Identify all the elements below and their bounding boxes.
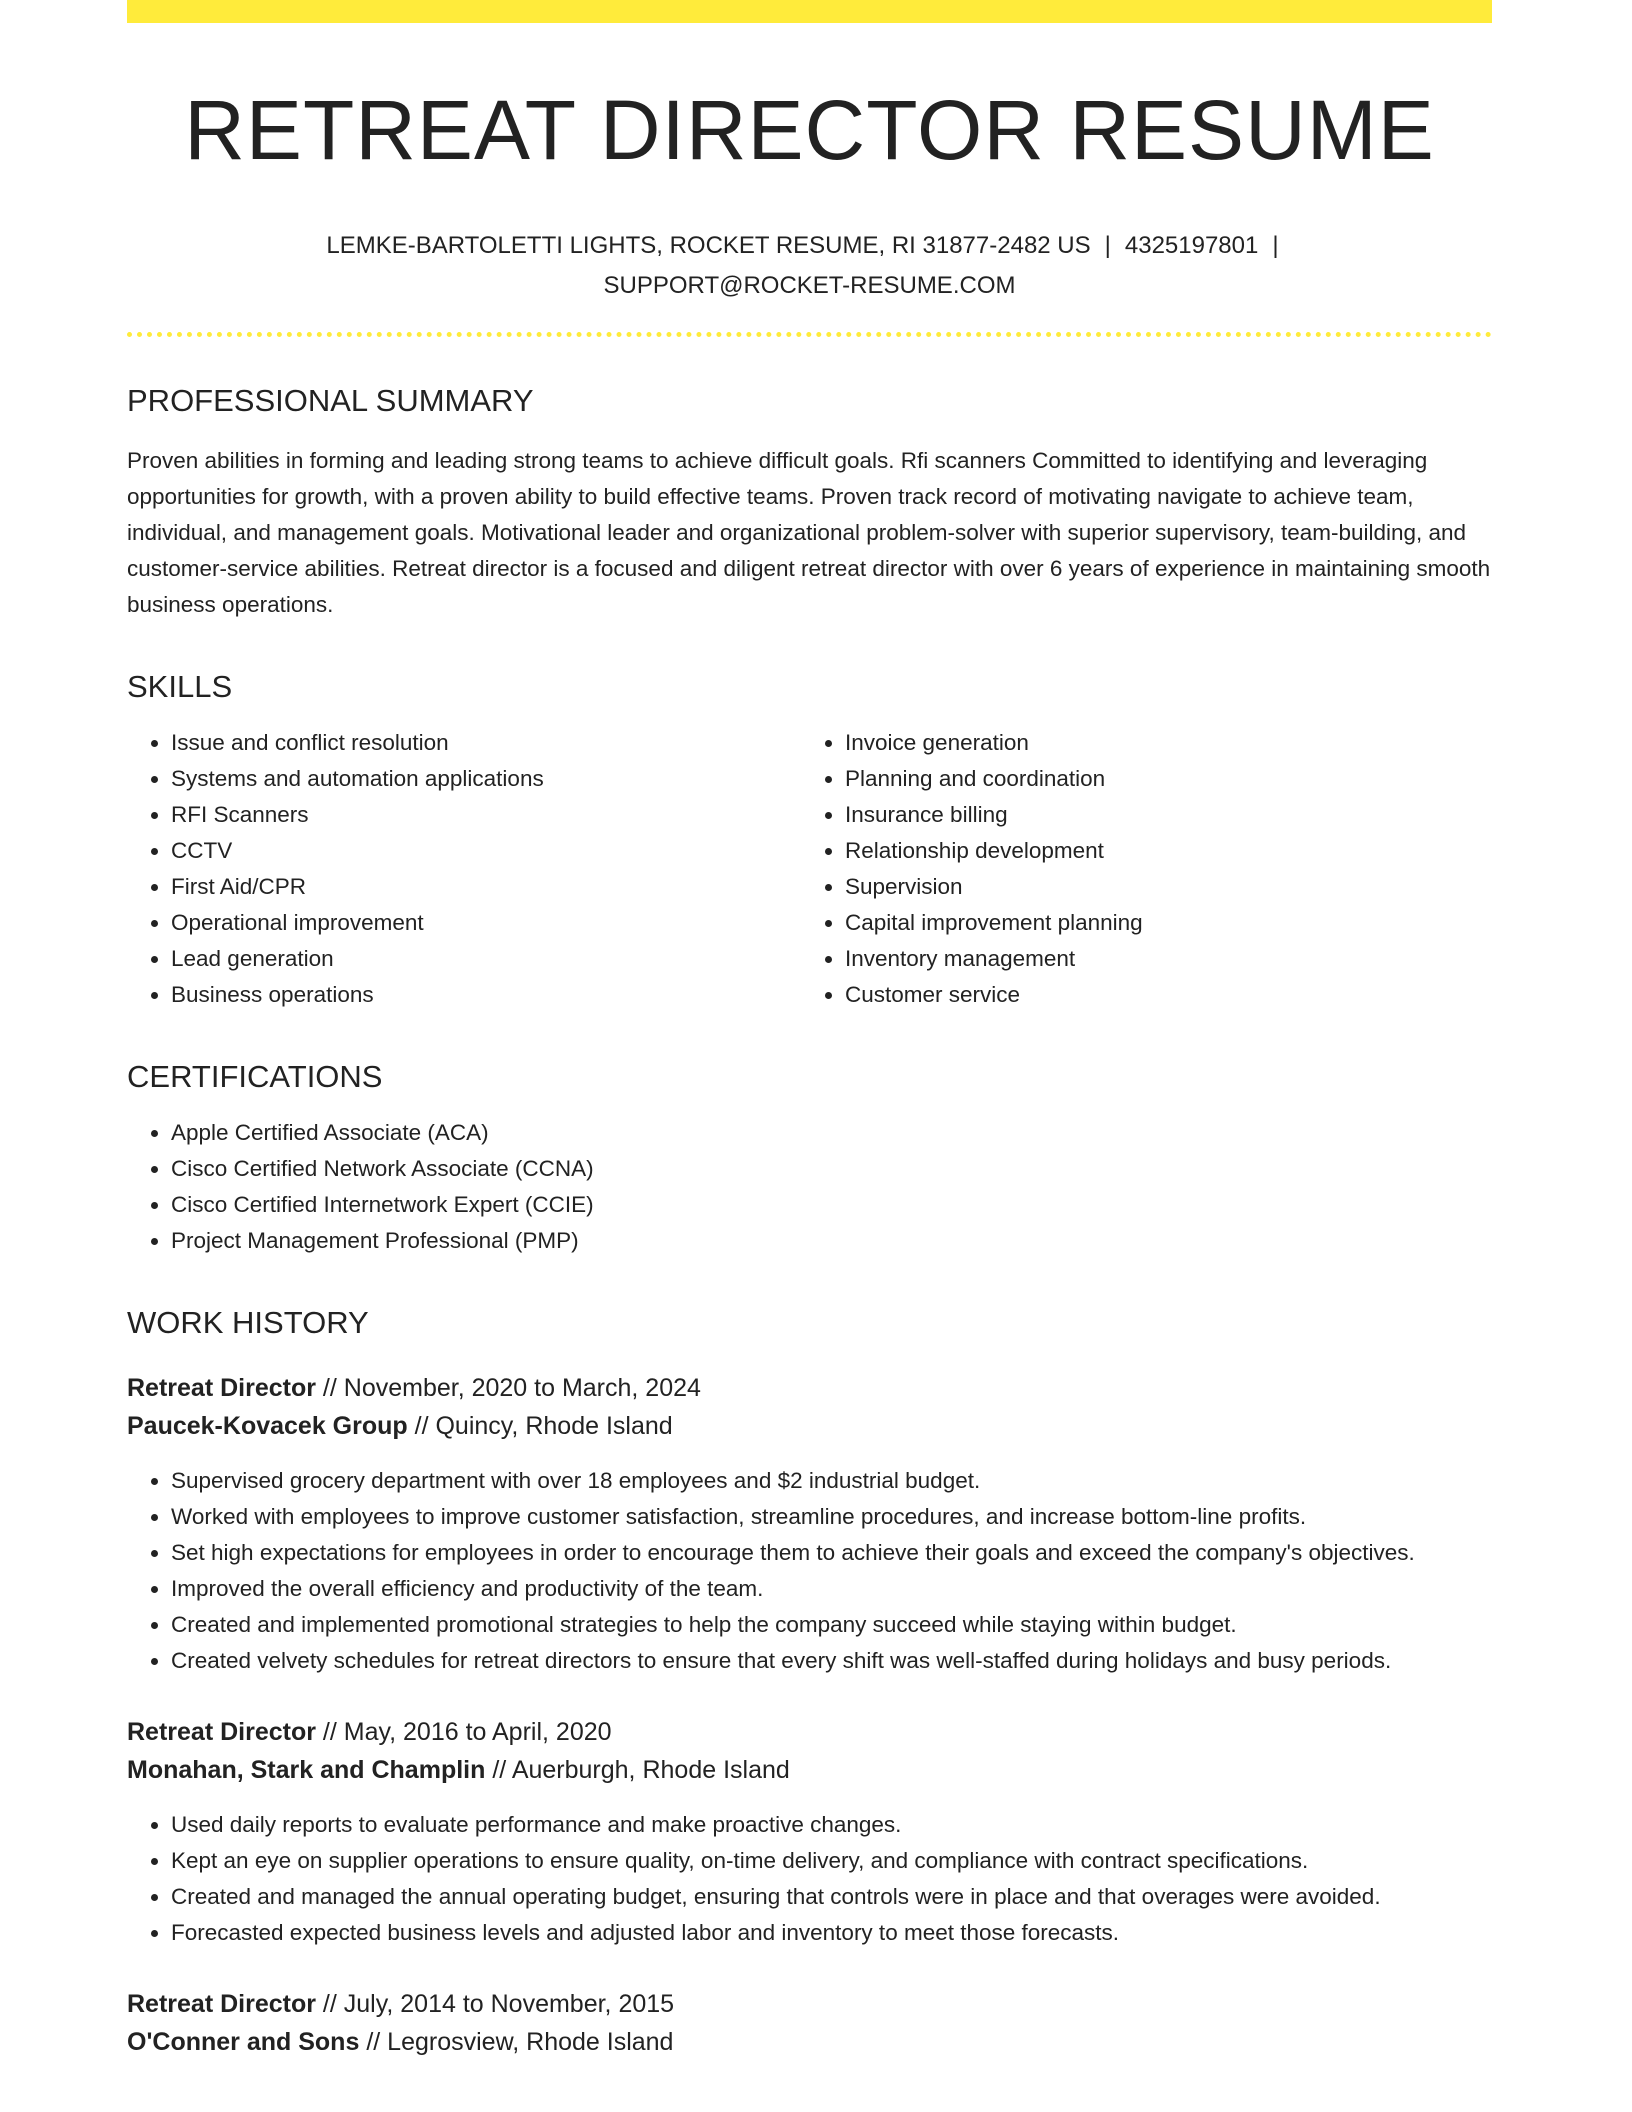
skill-item: • Business operations — [171, 977, 801, 1013]
contact-email: SUPPORT@ROCKET-RESUME.COM — [603, 272, 1016, 299]
job-duty-item: • Set high expectations for employees in order to encourage them to achieve their goals and exceed the company's objectives. — [171, 1535, 1492, 1571]
certification-item: • Cisco Certified Internetwork Expert (CCIE) — [171, 1187, 1492, 1223]
job-duty-item: • Created and implemented promotional strategies to help the company succeed while staying within budget. — [171, 1607, 1492, 1643]
job-separator: // — [414, 1412, 429, 1440]
job-entry — [127, 1369, 1492, 1679]
skill-item: • Customer service — [845, 977, 1465, 1013]
page-title: RETREAT DIRECTOR RESUME — [184, 83, 1435, 177]
certification-item: • Apple Certified Associate (ACA) — [171, 1115, 1492, 1151]
dotted-divider — [127, 332, 1492, 337]
skill-item: • Invoice generation — [845, 725, 1465, 761]
skill-item: • Issue and conflict resolution — [171, 725, 801, 761]
job-duty-item: • Supervised grocery department with over 18 employees and $2 industrial budget. — [171, 1463, 1492, 1499]
contact-phone: 4325197801 — [1124, 232, 1259, 259]
skill-item: • Operational improvement — [171, 905, 801, 941]
skills-list — [127, 725, 1492, 1013]
job-company: Paucek-Kovacek Group — [127, 1412, 408, 1440]
job-company-line — [127, 1751, 1492, 1789]
job-duty-item: • Created and managed the annual operating budget, ensuring that controls were in place and that overages were avoided. — [171, 1879, 1492, 1915]
job-duty-item: • Created velvety schedules for retreat directors to ensure that every shift was well-staffed during holidays and busy periods. — [171, 1643, 1492, 1679]
job-entry — [127, 1985, 1492, 2061]
job-location: Quincy, Rhode Island — [435, 1412, 673, 1440]
skill-item: • Inventory management — [845, 941, 1465, 977]
job-duties-list — [127, 1807, 1492, 1951]
job-company-line — [127, 1407, 1492, 1445]
job-separator: // — [492, 1756, 507, 1784]
section-heading-certifications: CERTIFICATIONS — [127, 1059, 383, 1094]
section-heading-summary: PROFESSIONAL SUMMARY — [127, 383, 534, 418]
contact-address: LEMKE-BARTOLETTI LIGHTS, ROCKET RESUME, RI 31877-2482 US — [326, 232, 1091, 259]
contact-separator: | — [1104, 232, 1111, 259]
job-separator: // — [322, 1990, 337, 2018]
skills-column-left — [127, 725, 801, 1013]
job-entry — [127, 1713, 1492, 1951]
certification-item: • Cisco Certified Network Associate (CCNA) — [171, 1151, 1492, 1187]
job-title: Retreat Director — [127, 1374, 316, 1402]
job-title: Retreat Director — [127, 1718, 316, 1746]
section-heading-skills: SKILLS — [127, 669, 233, 704]
job-dates: May, 2016 to April, 2020 — [343, 1718, 612, 1746]
certification-item: • Project Management Professional (PMP) — [171, 1223, 1492, 1259]
skill-item: • Relationship development — [845, 833, 1465, 869]
skill-item: • Lead generation — [171, 941, 801, 977]
resume-content — [127, 0, 1492, 2061]
job-company-line — [127, 2023, 1492, 2061]
job-title: Retreat Director — [127, 1990, 316, 2018]
job-location: Auerburgh, Rhode Island — [511, 1756, 790, 1784]
job-company: O'Conner and Sons — [127, 2028, 360, 2056]
job-title-line — [127, 1713, 1492, 1751]
job-location: Legrosview, Rhode Island — [387, 2028, 674, 2056]
skill-item: • RFI Scanners — [171, 797, 801, 833]
skill-item: • Systems and automation applications — [171, 761, 801, 797]
job-duty-item: • Worked with employees to improve customer satisfaction, streamline procedures, and increase bottom-line profits. — [171, 1499, 1492, 1535]
job-separator: // — [366, 2028, 381, 2056]
job-separator: // — [322, 1718, 337, 1746]
job-company: Monahan, Stark and Champlin — [127, 1756, 486, 1784]
job-title-line — [127, 1369, 1492, 1407]
job-title-line — [127, 1985, 1492, 2023]
job-duty-item: • Forecasted expected business levels and adjusted labor and inventory to meet those forecasts. — [171, 1915, 1492, 1951]
skill-item: • First Aid/CPR — [171, 869, 801, 905]
certifications-list — [127, 1115, 1492, 1259]
section-heading-work-history: WORK HISTORY — [127, 1305, 369, 1340]
summary-text: Proven abilities in forming and leading strong teams to achieve difficult goals. Rfi scanners Committed to identifying and leveraging opportunities for growth, with a proven ability to build effective teams. Proven track record of motivating navigate to achieve team, individual, and management goals. Motivational leader and organizational problem-solver with superior supervisory, team-building, and customer-service abilities. Retreat director is a focused and diligent retreat director with over 6 years of experience in maintaining smooth business operations. — [127, 448, 1491, 617]
skill-item: • Supervision — [845, 869, 1465, 905]
job-duty-item: • Improved the overall efficiency and productivity of the team. — [171, 1571, 1492, 1607]
job-dates: July, 2014 to November, 2015 — [343, 1990, 675, 2018]
job-separator: // — [322, 1374, 337, 1402]
contact-separator: | — [1272, 232, 1279, 259]
job-duty-item: • Kept an eye on supplier operations to ensure quality, on-time delivery, and compliance with contract specifications. — [171, 1843, 1492, 1879]
job-duties-list — [127, 1463, 1492, 1679]
skill-item: • CCTV — [171, 833, 801, 869]
skill-item: • Insurance billing — [845, 797, 1465, 833]
skills-column-right — [801, 725, 1465, 1013]
job-duty-item: • Used daily reports to evaluate performance and make proactive changes. — [171, 1807, 1492, 1843]
job-dates: November, 2020 to March, 2024 — [343, 1374, 701, 1402]
skill-item: • Capital improvement planning — [845, 905, 1465, 941]
contact-info — [127, 226, 1492, 306]
skill-item: • Planning and coordination — [845, 761, 1465, 797]
